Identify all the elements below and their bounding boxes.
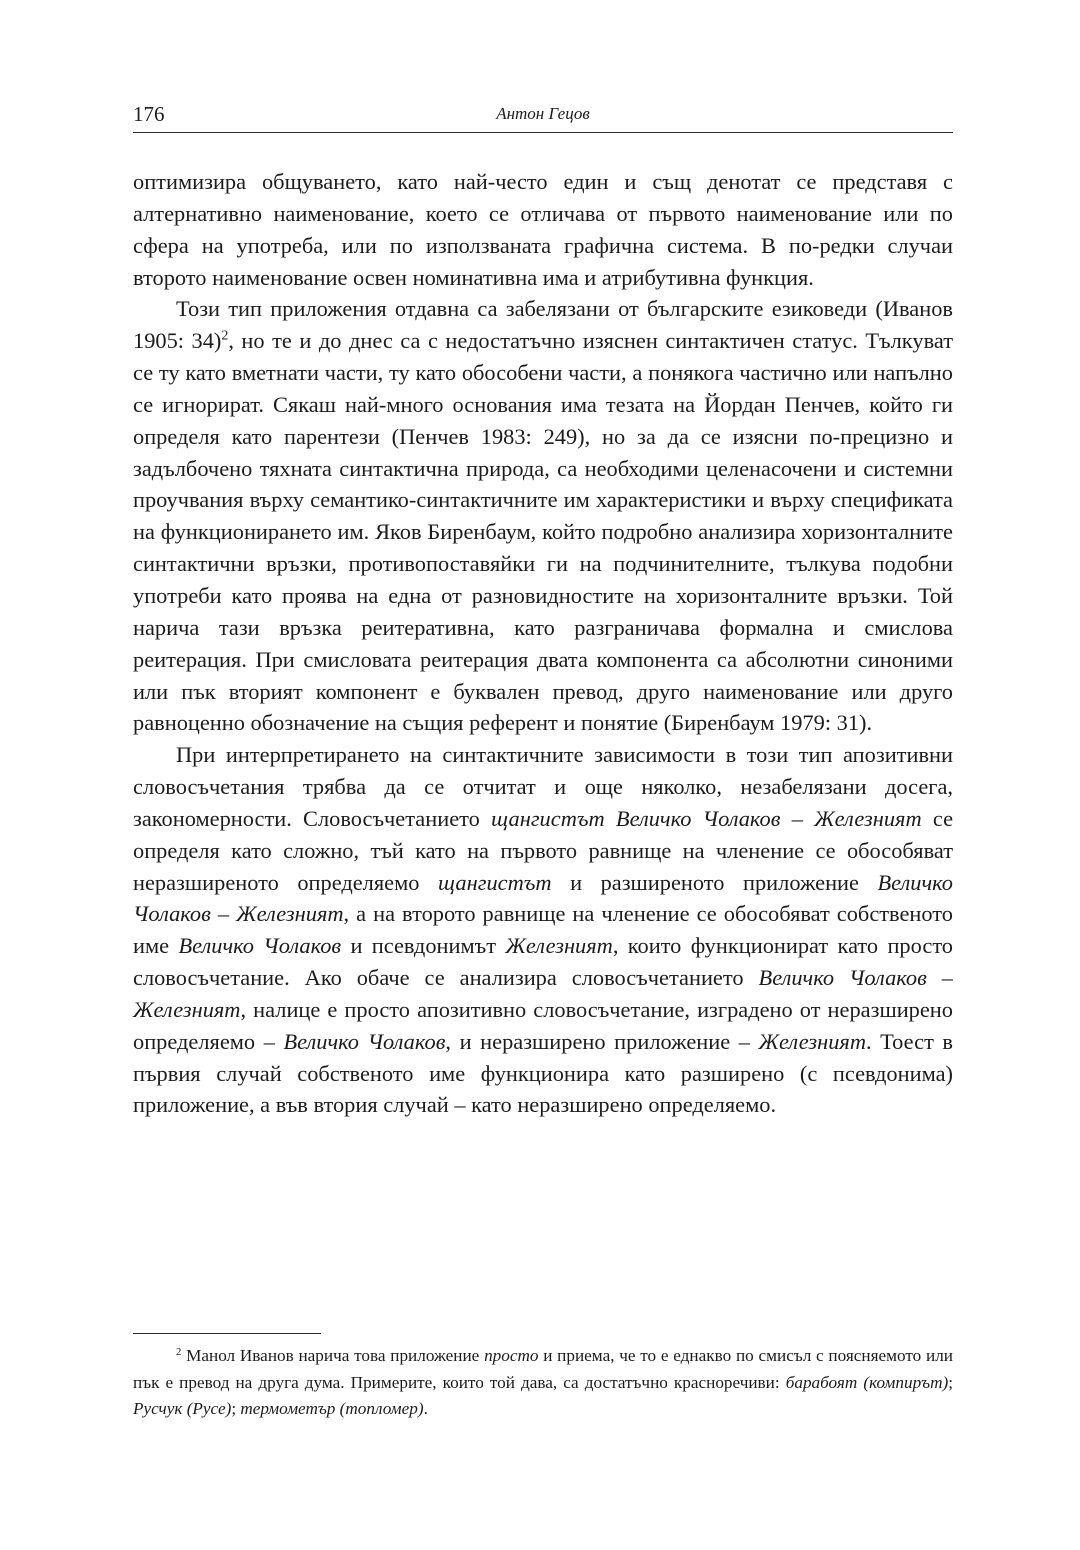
text-run: . <box>423 1399 428 1418</box>
footnote-marker: 2 <box>176 1347 182 1359</box>
page-number: 176 <box>133 102 165 126</box>
italic-term: Железният <box>758 1028 866 1054</box>
italic-term: щангистът Величко Чолаков – Железният <box>491 805 922 831</box>
italic-term: Русчук (Русе) <box>133 1399 232 1418</box>
running-head-author: Антон Гецов <box>496 104 590 123</box>
text-run: , и неразширено приложение – <box>445 1028 759 1054</box>
paragraph <box>133 739 953 1121</box>
italic-term: Величко Чолаков <box>178 933 342 959</box>
text-run: При интерпретирането на синтактичните зависимости в този тип апозитивни словосъчетания трябва да се отчитат и още няколко, незабелязани досега, закономерности. Словосъчетанието <box>133 742 953 831</box>
italic-term: термометър (топломер) <box>240 1399 424 1418</box>
text-run: . Тоест в първия случай собственото име функционира като разширено (с псевдонима) приложение, а във втория случай – като неразширено определяемо. <box>133 1028 954 1118</box>
italic-term: Величко Чолаков <box>283 1028 446 1054</box>
text-run: оптимизира общуването, като най-често един и същ денотат се представя с алтернативно наименование, което се отличава от първото наименование или по сфера на употреба, или по използваната графична система. В по-редки случаи второто наименование освен номинативна има и атрибутивна функция. <box>133 169 953 290</box>
italic-term: щангистът <box>437 869 552 895</box>
footnote-marker: 2 <box>221 328 229 344</box>
italic-term: барабоят (компирът) <box>785 1372 949 1392</box>
text-run: и приема, че то е еднакво по смисъл с поясняемото или пък е превод на друга дума. Примерите, които той дава, са достатъчно красноречиви: <box>133 1346 953 1392</box>
footnote <box>133 1343 953 1423</box>
text-run: и разширеното приложение <box>551 869 878 895</box>
text-run: , но те и до днес са с недостатъчно изяснен синтактичен статус. Тълкуват се ту като вметнати части, ту като обособени части, а понякога частично или напълно се игнорират. Сякаш най-много основания има тезата на Йордан Пенчев, който ги определя като парентези (Пенчев 1983: 249), но за да се изясни по-прецизно и задълбочено тяхната синтактична природа, са необходими целенасочени и системни проучвания върху семантико-синтактичните им характеристики и върху спецификата на функционирането им. Яков Биренбаум, който подробно анализира хоризонталните синтактични връзки, противопоставяйки ги на подчинителните, тълкува подобни употреби като проява на една от разновидностите на хоризонталните връзки. Той нарича тази връзка реитеративна, като разграничава формална и смислова реитерация. При смисловата реитерация двата компонента са абсолютни синоними или пък вторият компонент е буквален превод, друго наименование или друго равноценно обозначение на същия референт и понятие (Биренбаум 1979: 31). <box>133 328 953 736</box>
text-run: , а на второто равнище на членение се обособяват собственото име <box>133 901 953 959</box>
text-run: ; <box>948 1372 954 1392</box>
footnote-separator <box>133 1333 321 1334</box>
italic-term: Величко Чолаков – Железният <box>133 869 953 927</box>
text-run: и псевдонимът <box>341 933 506 959</box>
body-text <box>133 166 953 1121</box>
text-run: ; <box>231 1399 241 1418</box>
text-run: се определя като сложно, тъй като на първото равнище на членение се обособяват неразширеното определяемо <box>133 805 954 895</box>
text-run: , които функционират като просто словосъчетание. Ако обаче се анализира словосъчетанието <box>133 933 954 991</box>
italic-term: Железният <box>505 933 613 959</box>
text-run: Манол Иванов нарича това приложение <box>181 1346 485 1365</box>
paragraph <box>133 293 953 739</box>
italic-term: просто <box>484 1346 539 1365</box>
paragraph-continued <box>133 166 953 293</box>
text-run: Този тип приложения отдавна са забелязани от българските езиковеди (Иванов 1905: 34) <box>133 296 953 354</box>
text-run: , налице е просто апозитивно словосъчетание, изградено от неразширено определяемо – <box>133 996 953 1054</box>
italic-term: Величко Чолаков – Железният <box>133 965 953 1022</box>
running-header <box>133 102 953 133</box>
